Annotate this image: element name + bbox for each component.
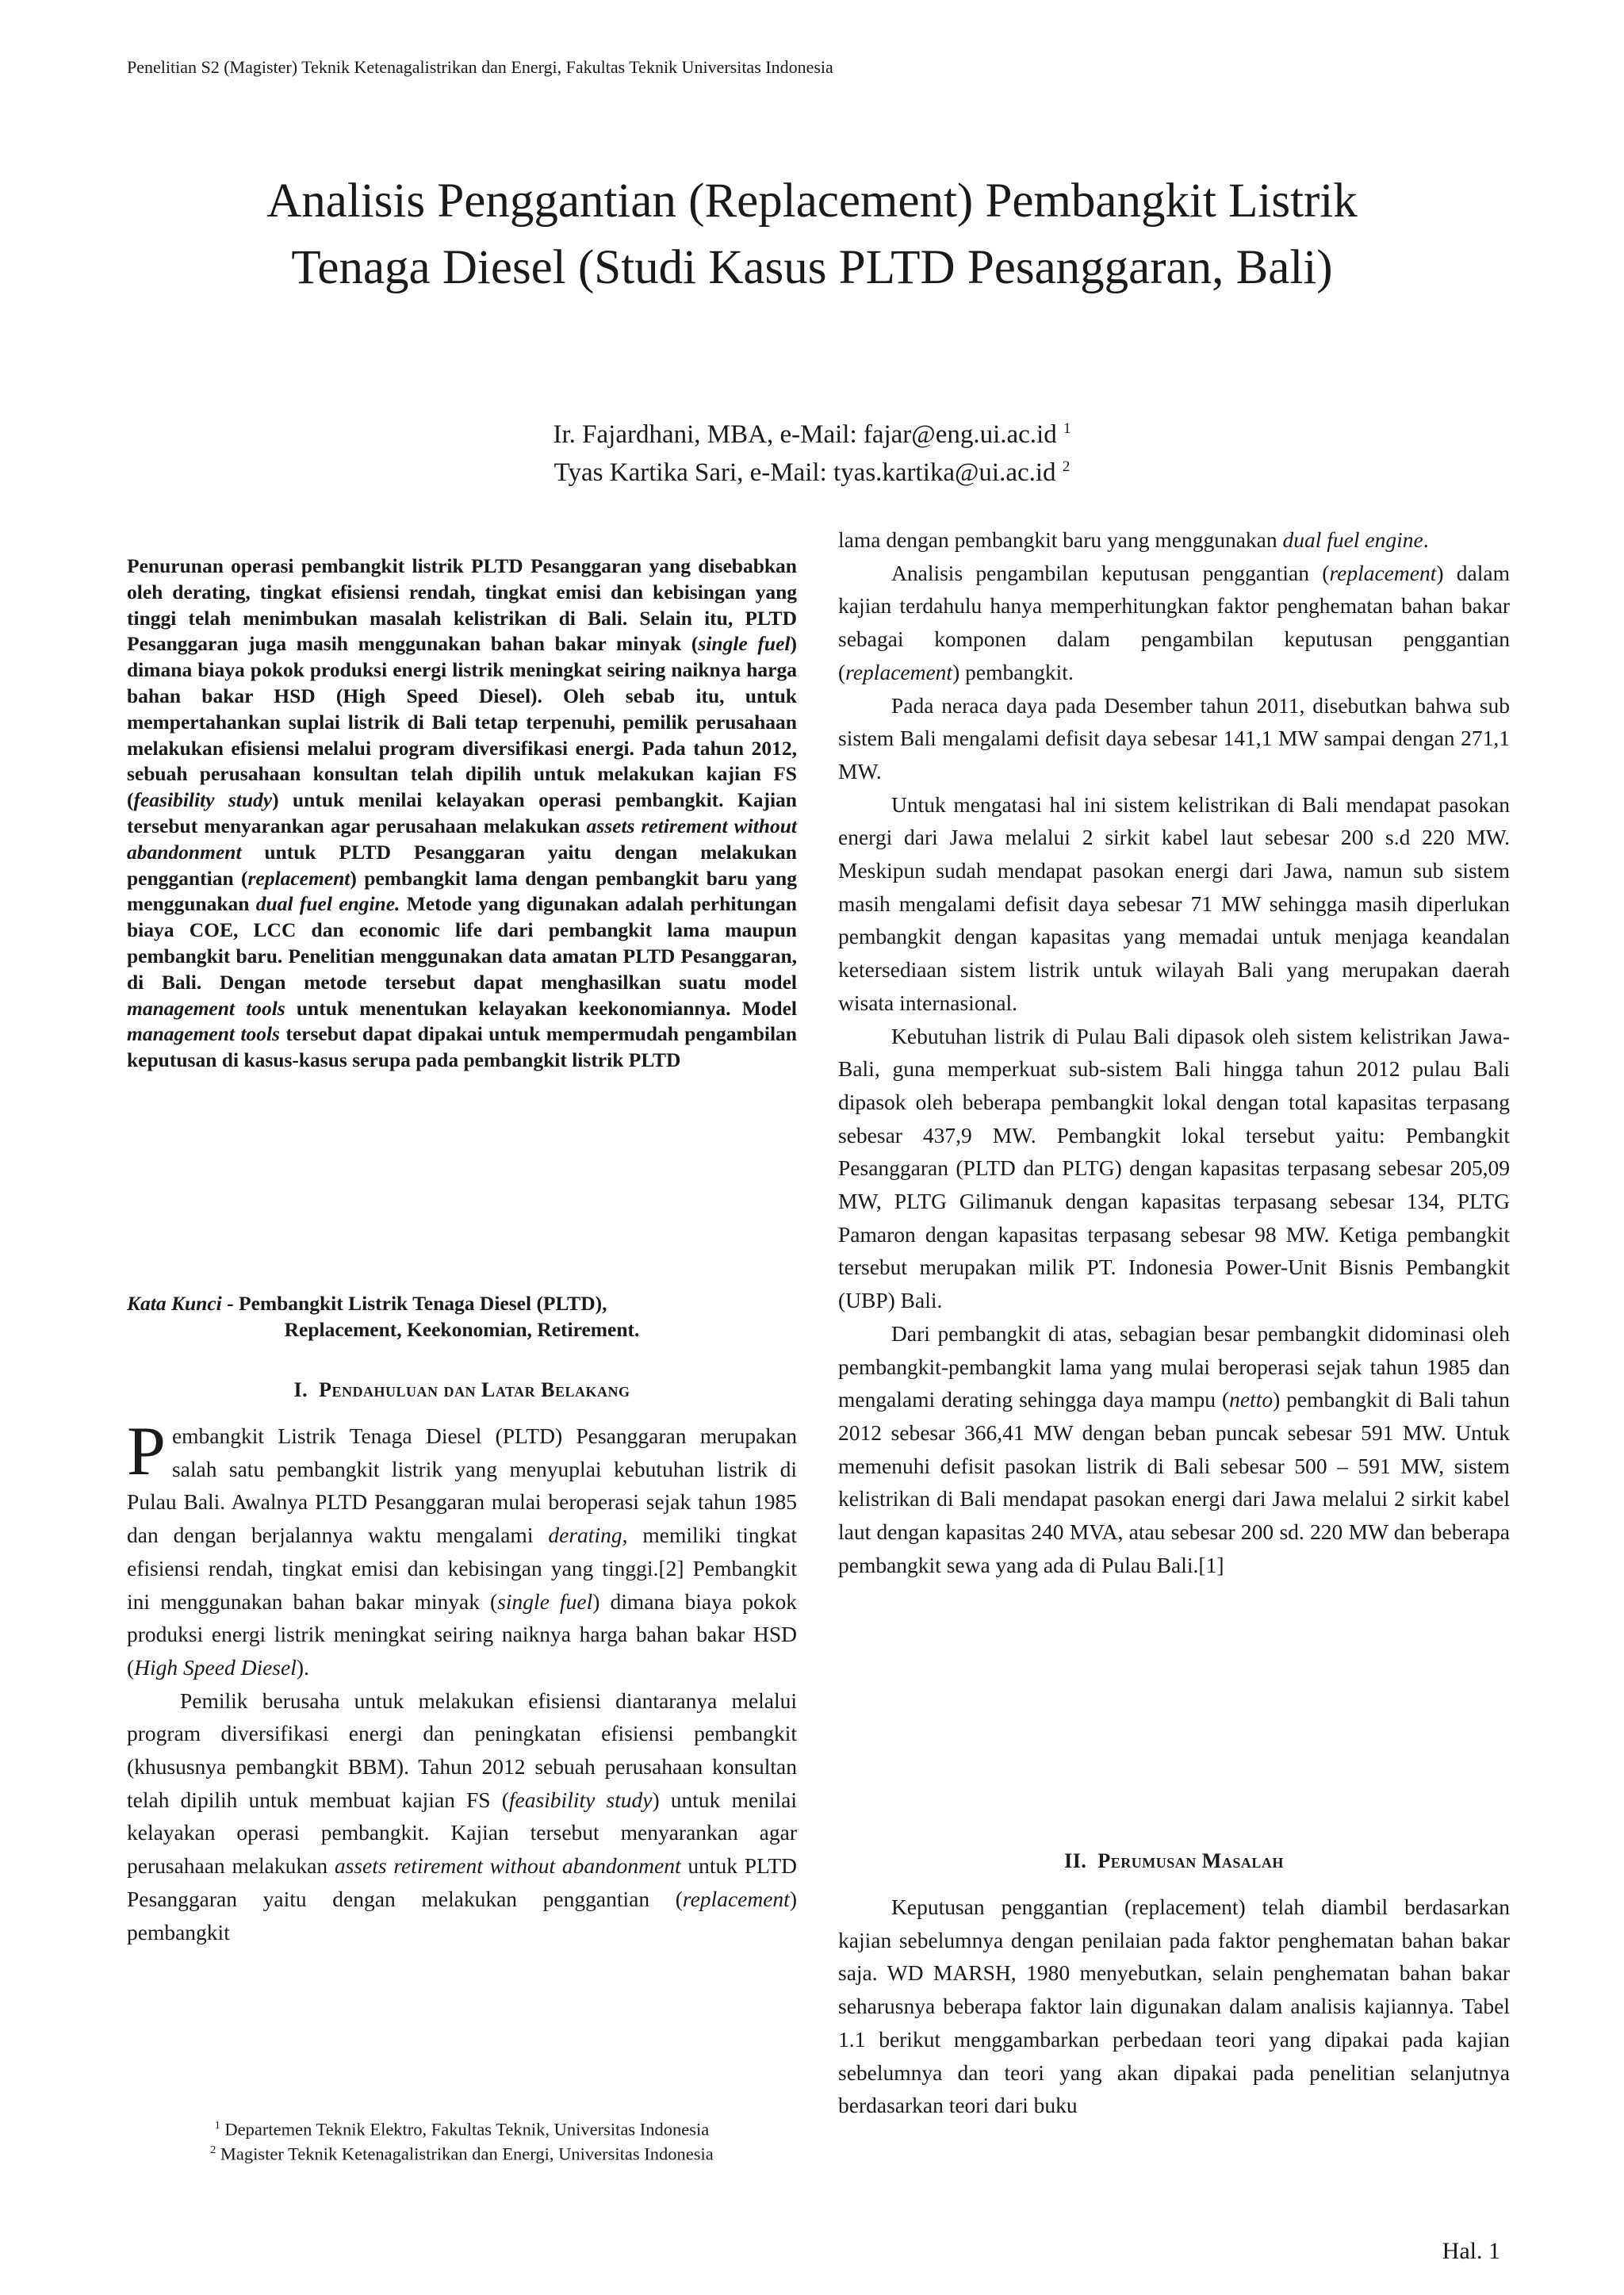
author-1-mark: 1: [1063, 420, 1071, 437]
author-1: Ir. Fajardhani, MBA, e-Mail: fajar@eng.ui.ac.id $^1$: [553, 420, 1071, 449]
running-head: Penelitian S2 (Magister) Teknik Ketenagalistrikan dan Energi, Fakultas Teknik Universitas Indonesia: [127, 57, 833, 77]
section-1-heading: I. Pendahuluan dan Latar Belakang: [293, 1378, 630, 1401]
author-2-mark: 2: [1062, 458, 1071, 475]
section-1-paragraph-7: Dari pembangkit di atas, sebagian besar pembangkit didominasi oleh pembangkit-pembangkit lama yang mulai beroperasi sejak tahun 1985 dan mengalami derating sehingga daya mampu (netto) pembangkit di Bali tahun 2012 sebesar 366,41 MW dengan beban puncak sebesar 591 MW. Untuk memenuhi defisit pasokan listrik di Bali sebesar 500 – 591 MW, sistem kelistrikan di Bali mendapat pasokan energi dari Jawa melalui 2 sirkit kabel laut dengan kapasitas 240 MVA, atau sebesar 200 sd. 220 MW dan beberapa pembangkit sewa yang ada di Pulau Bali.[1]: [838, 1320, 1510, 1577]
author-block: [373, 416, 1251, 492]
section-1-paragraph-3: Analisis pengambilan keputusan penggantian (replacement) dalam kajian terdahulu hanya memperhitungkan faktor penghematan bahan bakar sebagai komponen dalam pengambilan keputusan penggantian (replacement) pembangkit.: [838, 560, 1510, 684]
section-1-paragraph-5: Untuk mengatasi hal ini sistem kelistrikan di Bali mendapat pasokan energi dari Jawa melalui 2 sirkit kabel laut sebesar 200 s.d 220 MW. Meskipun sudah mendapat pasokan energi dari Jawa, namun sub sistem masih mengalami defisit daya sebesar 71 MW sehingga masih diperlukan pembangkit dengan kapasitas yang memadai untuk menjaga keandalan ketersediaan sistem listrik untuk wilayah Bali yang merupakan daerah wisata internasional.: [838, 791, 1510, 1015]
section-1-paragraph-2: Pemilik berusaha untuk melakukan efisiensi diantaranya melalui program diversifikasi energi dan peningkatan efisiensi pembangkit (khususnya pembangkit BBM). Tahun 2012 sebuah perusahaan konsultan telah dipilih untuk membuat kajian FS (feasibility study) untuk menilai kelayakan operasi pembangkit. Kajian tersebut menyarankan agar perusahaan melakukan assets retirement without abandonment untuk PLTD Pesanggaran yaitu dengan melakukan penggantian (replacement) pembangkit: [127, 1688, 797, 1944]
footnotes: [127, 2116, 797, 2164]
section-1-paragraph-6: Kebutuhan listrik di Pulau Bali dipasok oleh sistem kelistrikan Jawa-Bali, guna memperkuat sub-sistem Bali hingga tahun 2012 pulau Bali dipasok oleh beberapa pembangkit lokal dengan total kapasitas terpasang sebesar 437,9 MW. Pembangkit lokal tersebut yaitu: Pembangkit Pesanggaran (PLTD dan PLTG) dengan kapasitas terpasang sebesar 205,09 MW, PLTG Gilimanuk dengan kapasitas terpasang sebesar 134, PLTG Pamaron dengan kapasitas terpasang sebesar 98 MW. Ketiga pembangkit tersebut merupakan milik PT. Indonesia Power-Unit Bisnis Pembangkit (UBP) Bali.: [838, 1023, 1510, 1313]
title-line-2: Tenaga Diesel (Studi Kasus PLTD Pesanggaran, Bali): [291, 241, 1333, 294]
page-number: Hal. 1: [1442, 2238, 1500, 2264]
right-column-section-2: [838, 1891, 1510, 2122]
title-line-1: Analisis Penggantian (Replacement) Pembangkit Listrik: [266, 174, 1358, 228]
section-1-paragraph-4: Pada neraca daya pada Desember tahun 2011, disebutkan bahwa sub sistem Bali mengalami defisit daya sebesar 141,1 MW sampai dengan 271,1 MW.: [838, 692, 1510, 784]
section-1-paragraph-1: Pembangkit Listrik Tenaga Diesel (PLTD) Pesanggaran merupakan salah satu pembangkit listrik yang menyuplai kebutuhan listrik di Pulau Bali. Awalnya PLTD Pesanggaran mulai beroperasi sejak tahun 1985 dan dengan berjalannya waktu mengalami derating, memiliki tingkat efisiensi rendah, tingkat emisi dan kebisingan yang tinggi.[2] Pembangkit ini menggunakan bahan bakar minyak (single fuel) dimana biaya pokok produksi energi listrik meningkat seiring naiknya harga bahan bakar HSD (High Speed Diesel).: [127, 1413, 797, 1680]
section-2-heading: II. Perumusan Masalah: [1064, 1849, 1284, 1872]
author-2: Tyas Kartika Sari, e-Mail: tyas.kartika@ui.ac.id $^2$: [553, 458, 1071, 487]
left-column-body: [127, 1413, 797, 1948]
section-2-paragraph-1: Keputusan penggantian (replacement) telah diambil berdasarkan kajian sebelumnya dengan penilaian pada faktor penghematan bahan bakar saja. WD MARSH, 1980 menyebutkan, selain penghematan bahan bakar seharusnya beberapa faktor lain digunakan dalam analisis kajiannya. Tabel 1.1 berikut menggambarkan perbedaan teori yang dipakai pada kajian sebelumnya dan teori yang akan dipakai pada penelitian selanjutnya berdasarkan teori dari buku: [838, 1895, 1510, 2118]
section-1-paragraph-2-continued: lama dengan pembangkit baru yang menggunakan dual fuel engine.: [838, 527, 1429, 552]
right-column-body: [838, 523, 1510, 1582]
footnote-1: $^1$ Departemen Teknik Elektro, Fakultas Teknik, Universitas Indonesia: [214, 2119, 710, 2140]
keywords: Kata Kunci - Pembangkit Listrik Tenaga Diesel (PLTD), Replacement, Keekonomian, Retirement.: [127, 1292, 640, 1341]
footnote-2: $^2$ Magister Teknik Ketenagalistrikan dan Energi, Universitas Indonesia: [210, 2144, 714, 2163]
drop-cap: P: [127, 1413, 166, 1490]
abstract: Penurunan operasi pembangkit listrik PLTD Pesanggaran yang disebabkan oleh derating, tingkat efisiensi rendah, tingkat emisi dan kebisingan yang tinggi telah menimbukan masalah kelistrikan di Bali. Selain itu, PLTD Pesanggaran juga masih menggunakan bahan bakar minyak (single fuel) dimana biaya pokok produksi energi listrik meningkat seiring naiknya harga bahan bakar HSD (High Speed Diesel). Oleh sebab itu, untuk mempertahankan suplai listrik di Bali tetap terpenuhi, pemilik perusahaan melakukan efisiensi melalui program diversifikasi energi. Pada tahun 2012, sebuah perusahaan konsultan telah dipilih untuk melakukan kajian FS (feasibility study) untuk menilai kelayakan operasi pembangkit. Kajian tersebut menyarankan agar perusahaan melakukan assets retirement without abandonment untuk PLTD Pesanggaran yaitu dengan melakukan penggantian (replacement) pembangkit lama dengan pembangkit baru yang menggunakan dual fuel engine. Metode yang digunakan adalah perhitungan biaya COE, LCC dan economic life dari pembangkit lama maupun pembangkit baru. Penelitian menggunakan data amatan PLTD Pesanggaran, di Bali. Dengan metode tersebut dapat menghasilkan suatu model management tools untuk menentukan kelayakan keekonomiannya. Model management tools tersebut dapat dipakai untuk mempermudah pengambilan keputusan di kasus-kasus serupa pada pembangkit listrik PLTD: [127, 554, 798, 1072]
paper-title: [95, 168, 1529, 301]
keywords-label: Kata Kunci: [127, 1292, 222, 1315]
